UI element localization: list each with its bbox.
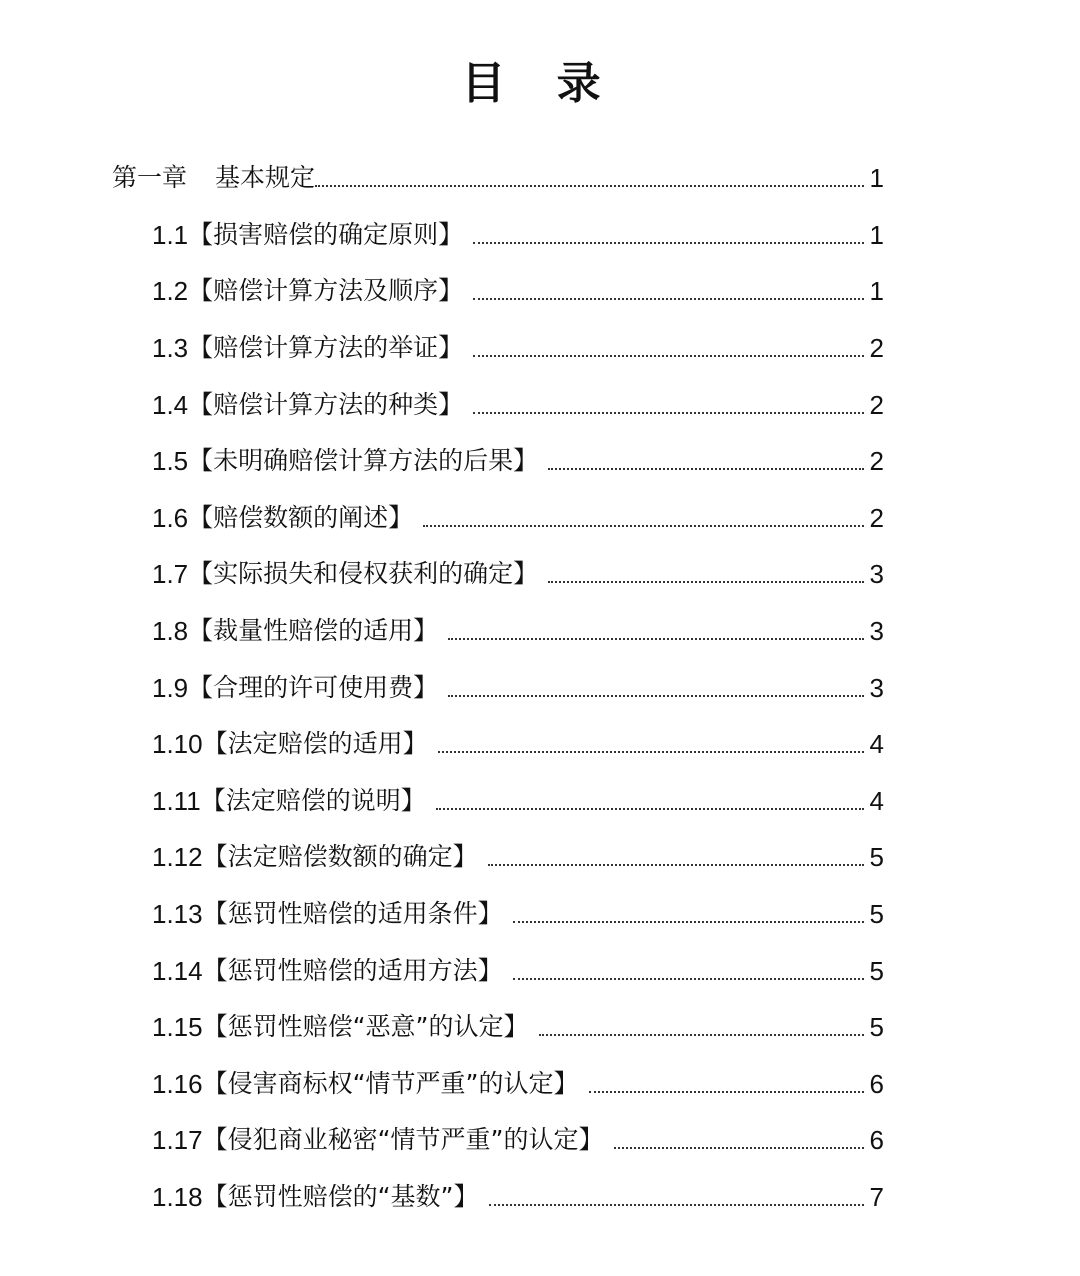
section-title: 【赔偿数额的阐述】 [188, 502, 414, 532]
toc-section-entry[interactable] [0, 1169, 1080, 1226]
section-title: 【赔偿计算方法及顺序】 [188, 276, 464, 306]
page-number: 2 [869, 446, 884, 477]
toc-section-entry[interactable] [0, 546, 1080, 603]
section-title: 【侵害商标权“情节严重”的认定】 [202, 1068, 579, 1098]
toc-entry [152, 1181, 1080, 1213]
dot-leader [548, 468, 864, 470]
section-title: 【惩罚性赔偿的适用方法】 [202, 955, 503, 985]
toc-section-entry[interactable] [0, 1056, 1080, 1113]
section-number: 1.10 [152, 729, 203, 760]
toc-section-entry[interactable] [0, 1112, 1080, 1169]
dot-leader [438, 751, 864, 753]
page-number: 6 [869, 1068, 884, 1099]
dot-leader [488, 864, 864, 866]
page-number: 7 [869, 1181, 884, 1212]
section-number: 1.11 [152, 785, 201, 816]
toc-entry [152, 728, 1080, 760]
section-title: 【侵犯商业秘密“情节严重”的认定】 [202, 1125, 604, 1155]
toc-entry [152, 672, 1080, 704]
toc-entry [152, 558, 1080, 590]
page-number: 4 [869, 785, 884, 816]
section-number: 1.3 [152, 333, 189, 364]
page-number: 5 [869, 955, 884, 986]
toc-section-entry[interactable] [0, 603, 1080, 660]
dot-leader [448, 638, 864, 640]
dot-leader [539, 1034, 864, 1036]
section-title: 【赔偿计算方法的种类】 [188, 389, 464, 419]
toc-entry [152, 332, 1080, 364]
toc-entry [152, 1124, 1080, 1156]
toc-section-entry[interactable] [0, 320, 1080, 377]
section-number: 1.13 [152, 899, 203, 930]
section-title: 【裁量性赔偿的适用】 [188, 616, 439, 646]
toc-entry [152, 898, 1080, 930]
toc-section-entry[interactable] [0, 829, 1080, 886]
toc-entry [152, 389, 1080, 421]
toc-entry [152, 955, 1080, 987]
page-number: 3 [869, 616, 884, 647]
section-number: 1.8 [152, 616, 189, 647]
page-number: 1 [869, 163, 884, 194]
section-title: 【惩罚性赔偿“恶意”的认定】 [202, 1012, 529, 1042]
toc-section-entry[interactable] [0, 490, 1080, 547]
dot-leader [513, 978, 864, 980]
toc-entry [152, 785, 1080, 817]
section-number: 1.18 [152, 1181, 203, 1212]
section-title: 【赔偿计算方法的举证】 [188, 333, 464, 363]
page-number: 5 [869, 1012, 884, 1043]
section-number: 1.17 [152, 1125, 203, 1156]
dot-leader [436, 808, 864, 810]
section-number: 1.9 [152, 672, 189, 703]
dot-leader [589, 1091, 864, 1093]
section-number: 1.1 [152, 219, 189, 250]
section-number: 1.2 [152, 276, 189, 307]
toc-entry [152, 1011, 1080, 1043]
page-number: 2 [869, 333, 884, 364]
toc-section-entry[interactable] [0, 207, 1080, 264]
toc-entry [152, 1068, 1080, 1100]
chapter-title: 基本规定 [215, 163, 316, 193]
dot-leader [473, 355, 864, 357]
toc-section-entry[interactable] [0, 433, 1080, 490]
toc-section-entry[interactable] [0, 999, 1080, 1056]
section-number: 1.15 [152, 1012, 203, 1043]
toc-entry [152, 502, 1080, 534]
toc-section-entry[interactable] [0, 659, 1080, 716]
page-number: 4 [869, 729, 884, 760]
table-of-contents [0, 150, 1080, 1225]
section-number: 1.12 [152, 842, 203, 873]
toc-section-entry[interactable] [0, 942, 1080, 999]
toc-section-entry[interactable] [0, 886, 1080, 943]
section-title: 【实际损失和侵权获利的确定】 [188, 559, 539, 589]
toc-section-entry[interactable] [0, 263, 1080, 320]
toc-entry [152, 445, 1080, 477]
page-number: 2 [869, 389, 884, 420]
section-title: 【损害赔偿的确定原则】 [188, 219, 464, 249]
section-number: 1.16 [152, 1068, 203, 1099]
page-number: 5 [869, 842, 884, 873]
dot-leader [473, 412, 864, 414]
page-number: 2 [869, 502, 884, 533]
section-title: 【未明确赔偿计算方法的后果】 [188, 446, 539, 476]
dot-leader [548, 581, 864, 583]
dot-leader [473, 298, 864, 300]
dot-leader [513, 921, 864, 923]
dot-leader [448, 695, 864, 697]
section-title: 【惩罚性赔偿的适用条件】 [202, 899, 503, 929]
chapter-number: 第一章 [112, 163, 188, 193]
toc-entry [112, 162, 1080, 194]
section-title: 【法定赔偿数额的确定】 [202, 842, 478, 872]
page-number: 1 [869, 219, 884, 250]
toc-entry [152, 219, 1080, 251]
toc-chapter-entry[interactable] [0, 150, 1080, 207]
dot-leader [473, 242, 864, 244]
section-number: 1.6 [152, 502, 189, 533]
toc-entry [152, 841, 1080, 873]
toc-entry [152, 615, 1080, 647]
toc-section-entry[interactable] [0, 773, 1080, 830]
toc-section-entry[interactable] [0, 716, 1080, 773]
page-number: 1 [869, 276, 884, 307]
page-number: 3 [869, 672, 884, 703]
section-number: 1.4 [152, 389, 189, 420]
dot-leader [614, 1147, 864, 1149]
section-number: 1.14 [152, 955, 203, 986]
section-title: 【合理的许可使用费】 [188, 672, 439, 702]
dot-leader [489, 1204, 864, 1206]
dot-leader [315, 185, 864, 187]
page-number: 5 [869, 899, 884, 930]
section-number: 1.7 [152, 559, 189, 590]
dot-leader [423, 525, 864, 527]
page-number: 6 [869, 1125, 884, 1156]
section-number: 1.5 [152, 446, 189, 477]
toc-entry [152, 275, 1080, 307]
page-title: 目 录 [461, 58, 619, 109]
page-number: 3 [869, 559, 884, 590]
toc-section-entry[interactable] [0, 376, 1080, 433]
section-title: 【惩罚性赔偿的“基数”】 [202, 1181, 479, 1211]
section-title: 【法定赔偿的适用】 [202, 729, 428, 759]
section-title: 【法定赔偿的说明】 [200, 785, 426, 815]
